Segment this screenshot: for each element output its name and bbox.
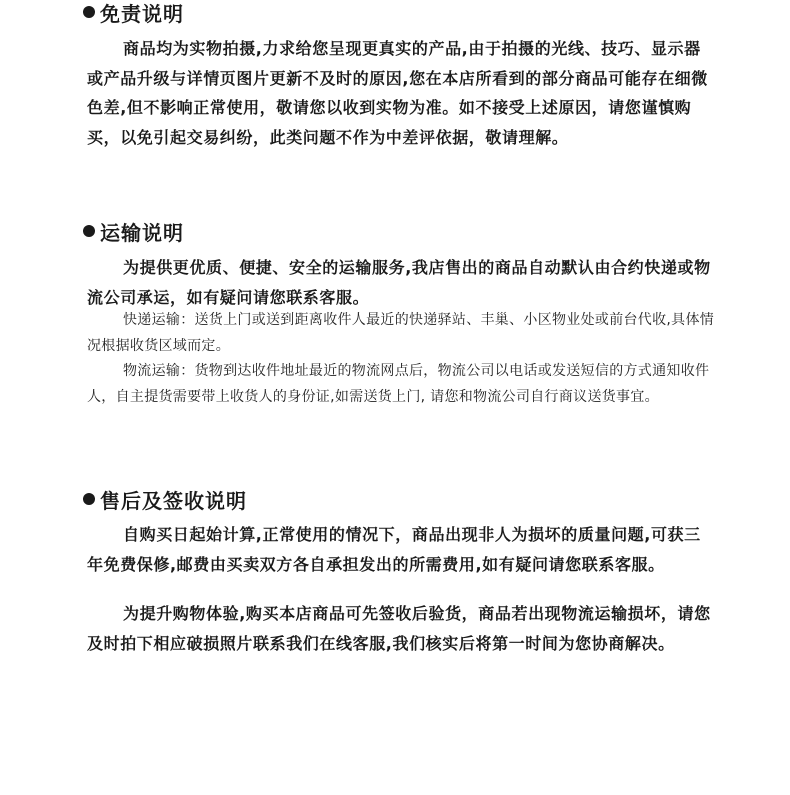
- express-shipping-paragraph: 快递运输：送货上门或送到距离收件人最近的快递驿站、丰巢、小区物业处或前台代收,具体情况根据收货区域而定。: [87, 312, 715, 354]
- shipping-heading: [83, 217, 184, 245]
- shipping-main-paragraph: 为提供更优质、便捷、安全的运输服务,我店售出的商品自动默认由合约快递或物流公司承运，如有疑问请您联系客服。: [87, 258, 711, 307]
- bullet-dot-icon: [83, 225, 95, 237]
- logistics-shipping-paragraph: 物流运输：货物到达收件地址最近的物流网点后，物流公司以电话或发送短信的方式通知收件人，自主提货需要带上收货人的身份证,如需送货上门, 请您和物流公司自行商议送货事宜。: [87, 363, 710, 405]
- aftersale-heading: [83, 485, 247, 513]
- warranty-paragraph: 自购买日起始计算,正常使用的情况下，商品出现非人为损坏的质量问题,可获三年免费保修,邮费由买卖双方各自承担发出的所需费用,如有疑问请您联系客服。: [87, 525, 701, 574]
- inspection-paragraph: 为提升购物体验,购买本店商品可先签收后验货，商品若出现物流运输损坏，请您及时拍下相应破损照片联系我们在线客服,我们核实后将第一时间为您协商解决。: [87, 604, 711, 653]
- disclaimer-title: 免责说明: [100, 1, 184, 26]
- disclaimer-heading: [83, 0, 184, 26]
- disclaimer-paragraph: 商品均为实物拍摄,力求给您呈现更真实的产品,由于拍摄的光线、技巧、显示器或产品升级与详情页图片更新不及时的原因,您在本店所看到的部分商品可能存在细微色差,但不影响正常使用，敬请您以收到实物为准。如不接受上述原因，请您谨慎购买，以免引起交易纠纷，此类问题不作为中差评依据，敬请理解。: [87, 39, 708, 147]
- bullet-dot-icon: [83, 493, 95, 505]
- aftersale-title: 售后及签收说明: [100, 488, 247, 513]
- shipping-title: 运输说明: [100, 220, 184, 245]
- bullet-dot-icon: [83, 6, 95, 18]
